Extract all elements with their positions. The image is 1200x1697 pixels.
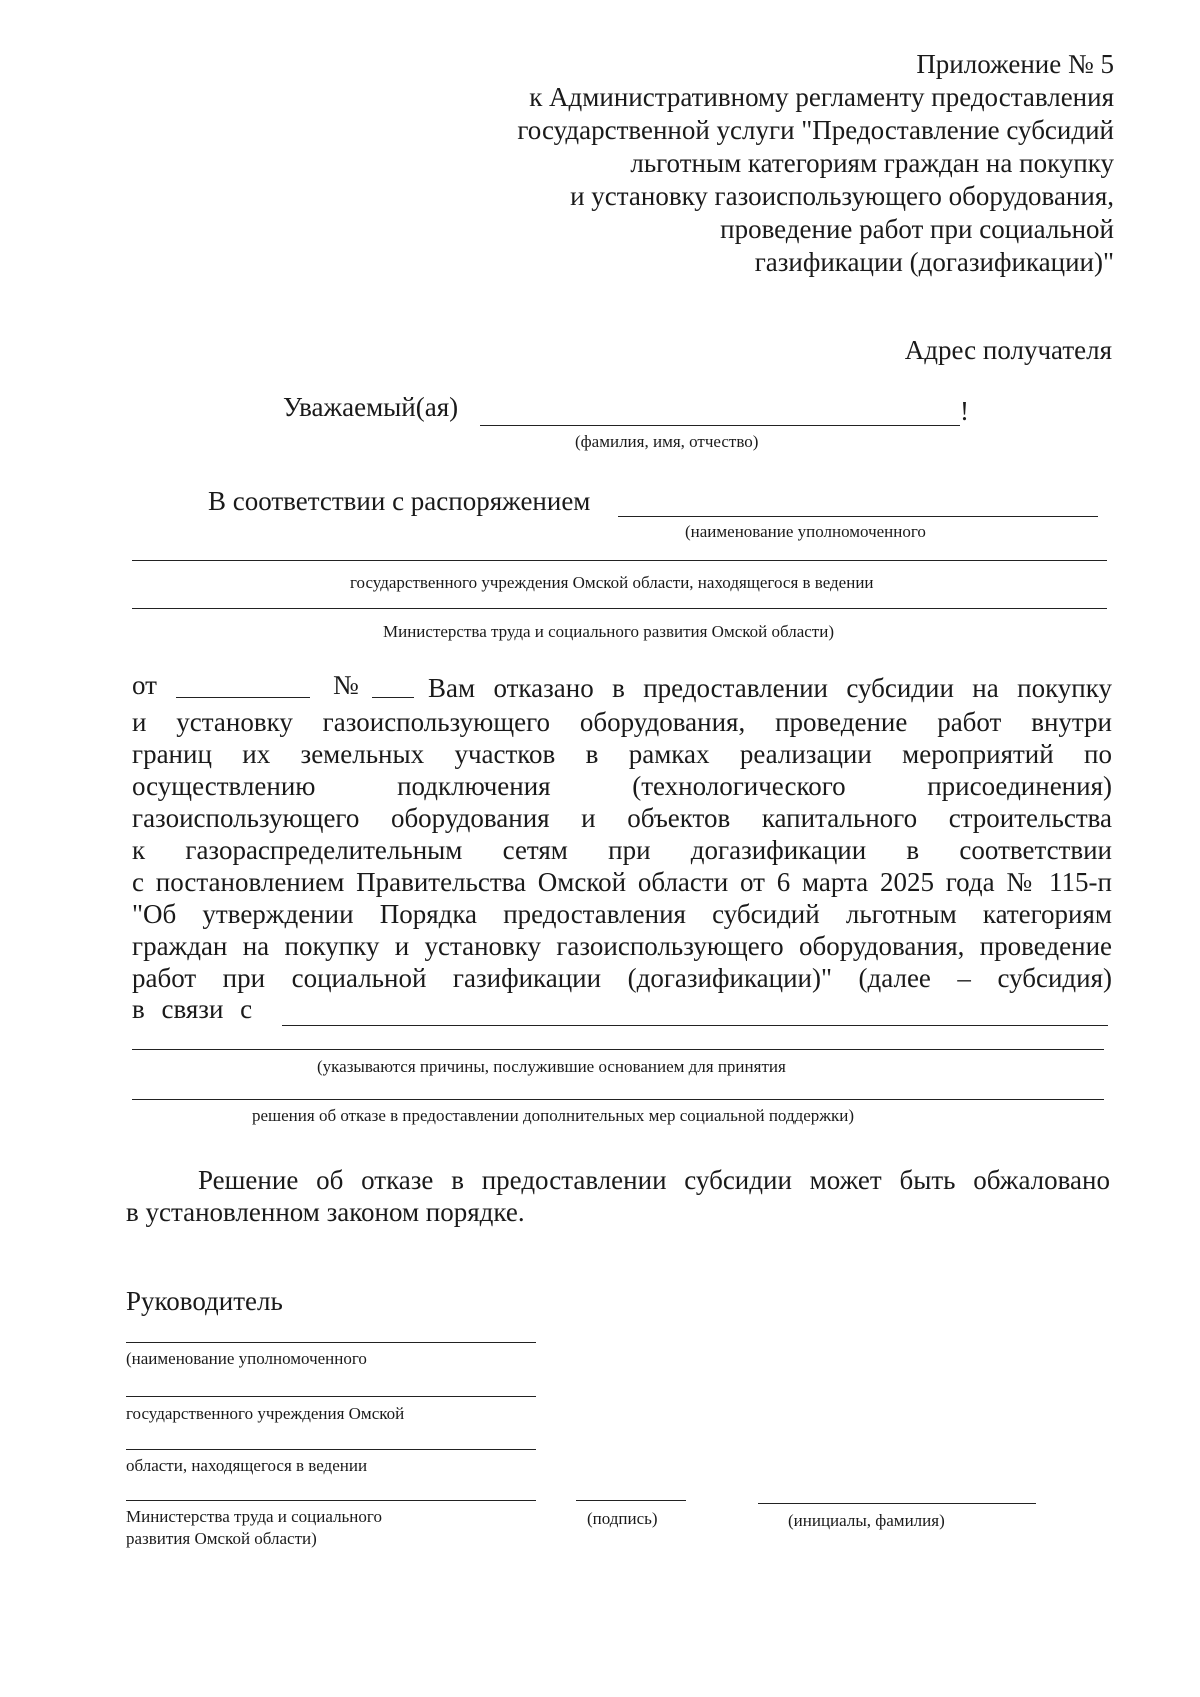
order-line-3 [132, 608, 1107, 609]
appendix-title: Приложение № 5 [916, 49, 1114, 79]
body-line: осуществлению подключения (технологического присоединения) [132, 771, 1112, 801]
org-caption-4b: развития Омской области) [126, 1529, 317, 1548]
appendix-line: проведение работ при социальной [720, 214, 1114, 244]
name-caption: (инициалы, фамилия) [788, 1511, 945, 1530]
greeting-label: Уважаемый(ая) [283, 392, 459, 422]
body-line-first: Вам отказано в предоставлении субсидии на покупку [428, 673, 1112, 703]
recipient-name-line [480, 425, 960, 426]
body-line: и установку газоиспользующего оборудования, проведение работ внутри [132, 707, 1112, 737]
body-line: к газораспределительным сетям при догазификации в соответствии [132, 835, 1112, 865]
reason-caption-2: решения об отказе в предоставлении дополнительных мер социальной поддержки) [252, 1106, 855, 1125]
appeal-line-2: в установленном законом порядке. [126, 1197, 525, 1227]
org-caption-3: области, находящегося в ведении [126, 1456, 368, 1475]
head-label: Руководитель [126, 1286, 283, 1316]
number-blank [372, 697, 414, 698]
reason-label: в связи с [132, 994, 253, 1024]
appendix-header [517, 48, 1114, 279]
org-line-4 [126, 1500, 536, 1501]
body-line: с постановлением Правительства Омской области от 6 марта 2025 года № 115-п [132, 867, 1112, 897]
signature-line [576, 1500, 686, 1501]
org-caption-4a: Министерства труда и социального [126, 1507, 382, 1526]
greeting-exclamation: ! [960, 396, 969, 426]
reason-caption-1: (указываются причины, послужившие основанием для принятия [317, 1057, 786, 1076]
body-line: "Об утверждении Порядка предоставления субсидий льготным категориям [132, 899, 1112, 929]
signature-caption: (подпись) [587, 1509, 658, 1528]
order-line-1 [618, 516, 1098, 517]
appendix-line: льготным категориям граждан на покупку [630, 148, 1114, 178]
recipient-name-caption: (фамилия, имя, отчество) [575, 432, 759, 451]
number-label: № [333, 670, 359, 700]
order-intro: В соответствии с распоряжением [208, 486, 591, 516]
org-caption-1: (наименование уполномоченного [126, 1349, 367, 1368]
from-label: от [132, 670, 157, 700]
name-line [758, 1503, 1036, 1504]
order-caption-3: Министерства труда и социального развития Омской области) [383, 622, 834, 641]
appendix-line: государственной услуги "Предоставление субсидий [517, 115, 1114, 145]
body-line: граждан на покупку и установку газоиспользующего оборудования, проведение [132, 931, 1112, 961]
appendix-line: газификации (догазификации)" [754, 247, 1114, 277]
org-line-2 [126, 1396, 536, 1397]
org-caption-2: государственного учреждения Омской [126, 1404, 405, 1423]
order-caption-1: (наименование уполномоченного [685, 522, 926, 541]
reason-line-3 [132, 1099, 1104, 1100]
order-line-2 [132, 560, 1107, 561]
body-line: работ при социальной газификации (догазификации)" (далее – субсидия) [132, 963, 1112, 993]
recipient-address-label: Адрес получателя [904, 335, 1112, 365]
reason-line-2 [132, 1049, 1104, 1050]
appeal-line-1: Решение об отказе в предоставлении субсидии может быть обжаловано [198, 1165, 1110, 1195]
appendix-line: к Административному регламенту предоставления [529, 82, 1114, 112]
order-caption-2: государственного учреждения Омской области, находящегося в ведении [350, 573, 874, 592]
org-line-1 [126, 1342, 536, 1343]
body-line: газоиспользующего оборудования и объектов капитального строительства [132, 803, 1112, 833]
org-line-3 [126, 1449, 536, 1450]
appendix-line: и установку газоиспользующего оборудования, [570, 181, 1114, 211]
body-line: границ их земельных участков в рамках реализации мероприятий по [132, 739, 1112, 769]
reason-line-1 [282, 1025, 1108, 1026]
date-blank [176, 697, 310, 698]
